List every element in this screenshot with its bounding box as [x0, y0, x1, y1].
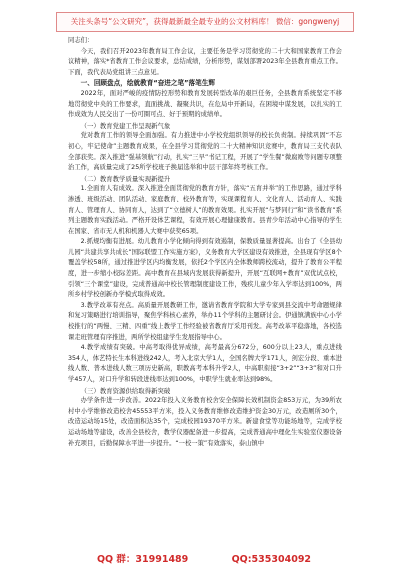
qq-label: QQ:535304092	[231, 554, 312, 565]
subsection-heading-1: （一）教育党建工作呈现新气象	[80, 121, 171, 130]
salutation: 同志们：	[68, 37, 94, 44]
subsection-heading-3: （三）教育资源供给取得新突破	[80, 386, 171, 395]
document-body	[68, 36, 342, 449]
promo-banner[interactable]: 关注头条号“公文研究”，获得最新最全最专业的公文材料库！ 微信：gongwenyj	[56, 12, 354, 32]
section1-paragraph: 2022年，面对严峻的疫情防控形势和教育发展转型改革的艰巨任务，全县教育系统坚定不移地贯彻党中央的工作要求，直面挑战、凝聚共识，在危局中开新局，在困境中谋发展，以扎实的工作成效为人民交出了一份可圈可点、好于预期的成绩单。	[68, 89, 342, 119]
teaching-reform-paragraph: 3.教学改革有亮点。高质量开展教研工作，邀请省教育学院和大学专家到县交流中考命题规律和复习策略进行培训指导，聚焦学科核心素养，举办11个学科的主题研讨会。伊通镇满族中心小学校推行的“两慢、三精、四重”线上教学工作经验被省教育厅采用刊发。高考改革平稳落地，各校选课走班管理有序推进，两所学校组建学生发展指导中心。	[68, 301, 342, 341]
subsection-heading-2: （二）教育教学质量实现新提升	[80, 174, 171, 183]
contact-footer	[0, 552, 408, 568]
qq-group-label: QQ 群：31991489	[96, 554, 189, 565]
teaching-results-paragraph: 4.教学成绩有突破。中高考取得优异成绩，高考最高分672分，600分以上23人，重点进线354人，体艺特长生本科进线242人，考入北京大学1人，全国名牌大学171人，剑宏分段、重本进线人数、普本进线人数三项历史新高，职教高考本科升学2人，中高职衔接“3+2”“3+3”和对口升学457人，对口升学和转段进线率达到100%，中职学生就业率达到98%。	[68, 344, 342, 383]
intro-paragraph: 今天，我们召开2023年教育局工作会议，主要任务是学习贯彻党的二十大和国家教育工作会议精神，落实*省教育工作会议要求，总结成绩，分析形势，谋划部署2023年全县教育重点工作。下面，我代表局党组讲三点意见。	[68, 47, 342, 76]
resources-paragraph: 办学条件进一步改善。2022年投入义务教育校舍安全保障长效机制资金853万元，为39所农村中小学维修改造校舍45553平方米，投入义务教育维修改造维护资金30万元，改造厕所30个，改造运动场15处，改造面积达35个，完成校园19370平方米。新建食堂等功能场地等，完成学校运动场地等建设，改善全县校舍，教学仪器配备进一步提高，完成普通高中理化生实验室仪器设备补充项目，后勤保障水平进一步提升。“一校一策”有效落实，泰山镇中	[68, 397, 342, 447]
party-building-paragraph: 党对教育工作的领导全面加强。有力推进中小学校党组织领导的校长负责制。持续巩固“不忘初心，牢记使命”主题教育成果，在全县学习贯彻党的二十大精神知识竞赛中，教育局三支代表队全部获奖。深入推进“强基领航”行动，扎实“三早”书记工程，开展了“学生餐”微腐败等问题专项整治工作，高质量完成了25所学校班子换届选举和中层干部年终考核工作。	[68, 132, 342, 172]
balanced-development-paragraph: 2.抓规均衡有进展。幼儿教育小学化倾向得到有效遏制，保教质量显著提高。出台了《全县幼儿园“共建共享共成长”国际联盟工作实施方案》，义务教育大学区建设有效推进，全县现有学区8个覆盖学校58所，通过推进学区内均衡发展，依托2个学区内全体教师跨校流动，提升了教育公平程度，进一步缩小校际差距。高中教育在县域内发展获得新提升，开展“互联网+教育”双优试点校，引领“三个课堂”建设，完成普通高中校长管理制度建设工作，残疾儿童少年入学率达到100%，两所乡村学校创新办学模式取得成效。	[68, 238, 342, 299]
section-heading-1: 一、回顾盘点，绘就教育“奋进之笔”落笔生辉	[80, 79, 215, 88]
holistic-education-paragraph: 1.全面育人有成效。深入推进全面贯彻党的教育方针，落实“五育并举”的工作思路，通过学科渗透、班级活动、团队活动、家庭教育、校外教育等，实现课程育人、文化育人、活动育人、实践育人、管理育人、协同育人，达到了“立德树人”的教育效果。扎实开展“与梦同行”和“读书教育”系列主题教育实践活动。严格开设体艺课程，有效开展心理健康教育。县青少年活动中心指导的学生在国家、省市无人机和机器人大赛中获奖65项。	[68, 185, 342, 235]
